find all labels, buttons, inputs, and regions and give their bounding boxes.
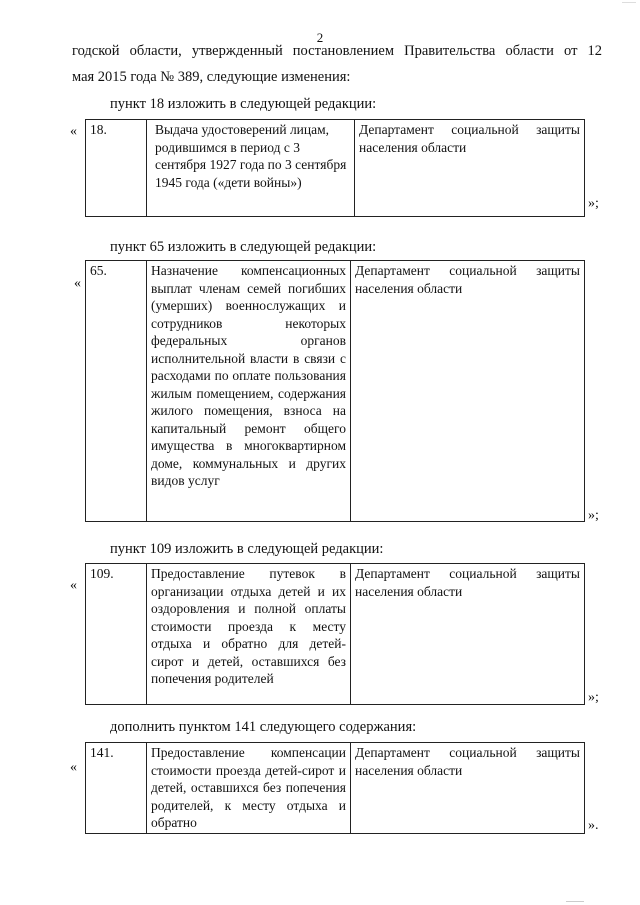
instruction-item-65: пункт 65 изложить в следующей редакции: bbox=[110, 239, 377, 255]
service-name: Предоставление компенсации стоимости проезда детей-сирот и детей, оставшихся без попечения родителей, к месту отдыха и обратно bbox=[147, 743, 351, 834]
table-row bbox=[86, 743, 585, 834]
department-name: Департамент социальной защиты населения области bbox=[351, 261, 585, 522]
opening-quote: « bbox=[70, 760, 77, 775]
scan-artifact bbox=[622, 2, 636, 7]
opening-quote: « bbox=[74, 276, 81, 291]
scan-artifact bbox=[566, 898, 584, 902]
table-row bbox=[86, 120, 585, 217]
opening-quote: « bbox=[70, 578, 77, 593]
service-name: Выдача удостоверений лицам, родившимся в период с 3 сентября 1927 года по 3 сентября 1945 года («дети войны») bbox=[147, 120, 355, 217]
item-number: 109. bbox=[86, 564, 147, 705]
closing-quote: »; bbox=[588, 690, 599, 705]
department-name: Департамент социальной защиты населения области bbox=[351, 743, 585, 834]
closing-quote: ». bbox=[588, 818, 599, 833]
department-name: Департамент социальной защиты населения области bbox=[351, 564, 585, 705]
service-name: Предоставление путевок в организации отдыха детей и их оздоровления и полной оплаты стоимости проезда к месту отдыха и обратно для детей-сирот и детей, оставшихся без попечения родителей bbox=[147, 564, 351, 705]
amendment-table-18 bbox=[85, 119, 585, 217]
intro-text-line-1: годской области, утвержденный постановлением Правительства области от 12 bbox=[72, 43, 602, 59]
intro-text-line-2: мая 2015 года № 389, следующие изменения: bbox=[72, 69, 351, 85]
amendment-table-109 bbox=[85, 563, 585, 705]
amendment-table-141 bbox=[85, 742, 585, 834]
page-number: 2 bbox=[316, 30, 324, 45]
item-number: 141. bbox=[86, 743, 147, 834]
opening-quote: « bbox=[70, 124, 77, 139]
department-name: Департамент социальной защиты населения области bbox=[355, 120, 585, 217]
closing-quote: »; bbox=[588, 196, 599, 211]
instruction-item-18: пункт 18 изложить в следующей редакции: bbox=[110, 96, 377, 112]
instruction-item-109: пункт 109 изложить в следующей редакции: bbox=[110, 541, 384, 557]
item-number: 65. bbox=[86, 261, 147, 522]
item-number: 18. bbox=[86, 120, 147, 217]
service-name: Назначение компенсационных выплат членам семей погибших (умерших) военнослужащих и сотрудников некоторых федеральных органов исполнительной власти в связи с расходами по оплате пользования жилым помещением, содержания жилого помещения, взноса на капитальный ремонт общего имущества в многоквартирном доме, коммунальных и других видов услуг bbox=[147, 261, 351, 522]
amendment-table-65 bbox=[85, 260, 585, 522]
closing-quote: »; bbox=[588, 508, 599, 523]
instruction-item-141: дополнить пунктом 141 следующего содержания: bbox=[110, 719, 417, 735]
table-row bbox=[86, 261, 585, 522]
table-row bbox=[86, 564, 585, 705]
